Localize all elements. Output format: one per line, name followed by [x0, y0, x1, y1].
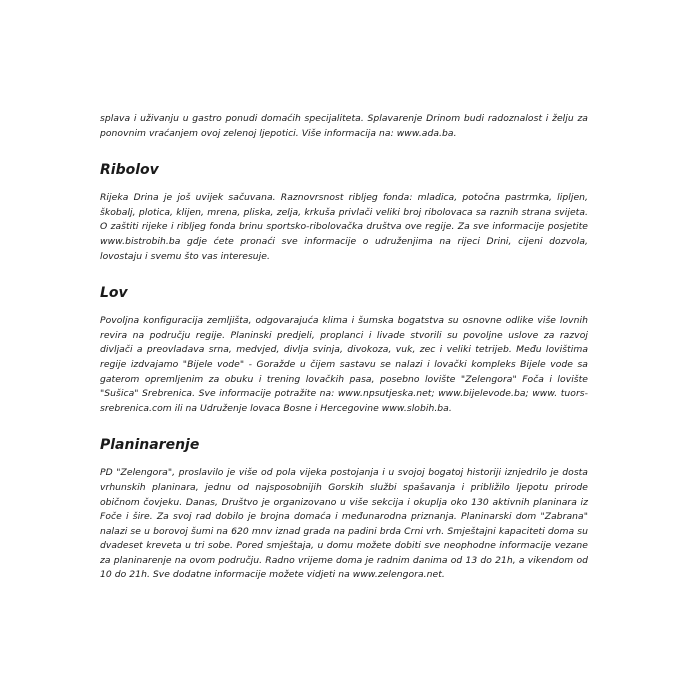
- intro-paragraph: splava i uživanju u gastro ponudi domaćih specijaliteta. Splavarenje Drinom budi radoznalost i želju za ponovnim vraćanjem ovoj zelenoj ljepotici. Više informacija na: www.ada.ba.: [100, 113, 588, 139]
- section-paragraph-ribolov: Rijeka Drina je još uvijek sačuvana. Raznovrsnost ribljeg fonda: mladica, potočna pastrmka, lipljen, škobalj, plotica, klijen, mrena, pliska, zelja, krkuša privlači veliki broj ribolovaca sa raznih strana svijeta. O zaštiti rijeke i ribljeg fonda brinu sportsko-ribolovačka društva ove regije. Za sve informacije posjetite www.bistrobih.ba gdje ćete pronaći sve informacije o udruženjima na rijeci Drini, cijeni dozvola, lovostaju i svemu što vas interesuje.: [100, 192, 588, 262]
- section-heading-lov: Lov: [100, 285, 128, 302]
- section-heading-ribolov: Ribolov: [100, 162, 159, 179]
- section-heading-planinarenje: Planinarenje: [100, 437, 200, 454]
- page-content: [100, 112, 588, 583]
- section-paragraph-planinarenje: PD "Zelengora", proslavilo je više od pola vijeka postojanja i u svojoj bogatoj historiji iznjedrilo je dosta vrhunskih planinara, jednu od najsposobnijih Gorskih službi spašavanja i približilo ljepotu prirode običnom čovjeku. Danas, Društvo je organizovano u više sekcija i okuplja oko 130 aktivnih planinara iz Foče i šire. Za svoj rad dobilo je brojna domaća i međunarodna priznanja. Planinarski dom "Zabrana" nalazi se u borovoj šumi na 620 mnv iznad grada na padini brda Crni vrh. Smještajni kapaciteti doma su dvadeset kreveta u tri sobe. Pored smještaja, u domu možete dobiti sve neophodne informacije vezane za planinarenje na ovom području. Radno vrijeme doma je radnim danima od 13 do 21h, a vikendom od 10 do 21h. Sve dodatne informacije možete vidjeti na www.zelengora.net.: [100, 467, 588, 581]
- section-paragraph-lov: Povoljna konfiguracija zemljišta, odgovarajuća klima i šumska bogatstva su osnovne odlike više lovnih revira na području regije. Planinski predjeli, proplanci i livade stvorili su povoljne uslove za razvoj divljači a preovladava srna, medvjed, divlja svinja, divokoza, vuk, zec i veliki tetrijeb. Među lovištima regije izdvajamo "Bijele vode" - Goražde u čijem sastavu se nalazi i lovački kompleks Bijele vode sa gaterom opremljenim za obuku i trening lovačkih pasa, posebno lovište "Zelengora" Foča i lovište "Sušica" Srebrenica. Sve informacije potražite na: www.npsutjeska.net; www.bijelevode.ba; www. tuors-srebrenica.com ili na Udruženje lovaca Bosne i Hercegovine www.slobih.ba.: [100, 315, 588, 414]
